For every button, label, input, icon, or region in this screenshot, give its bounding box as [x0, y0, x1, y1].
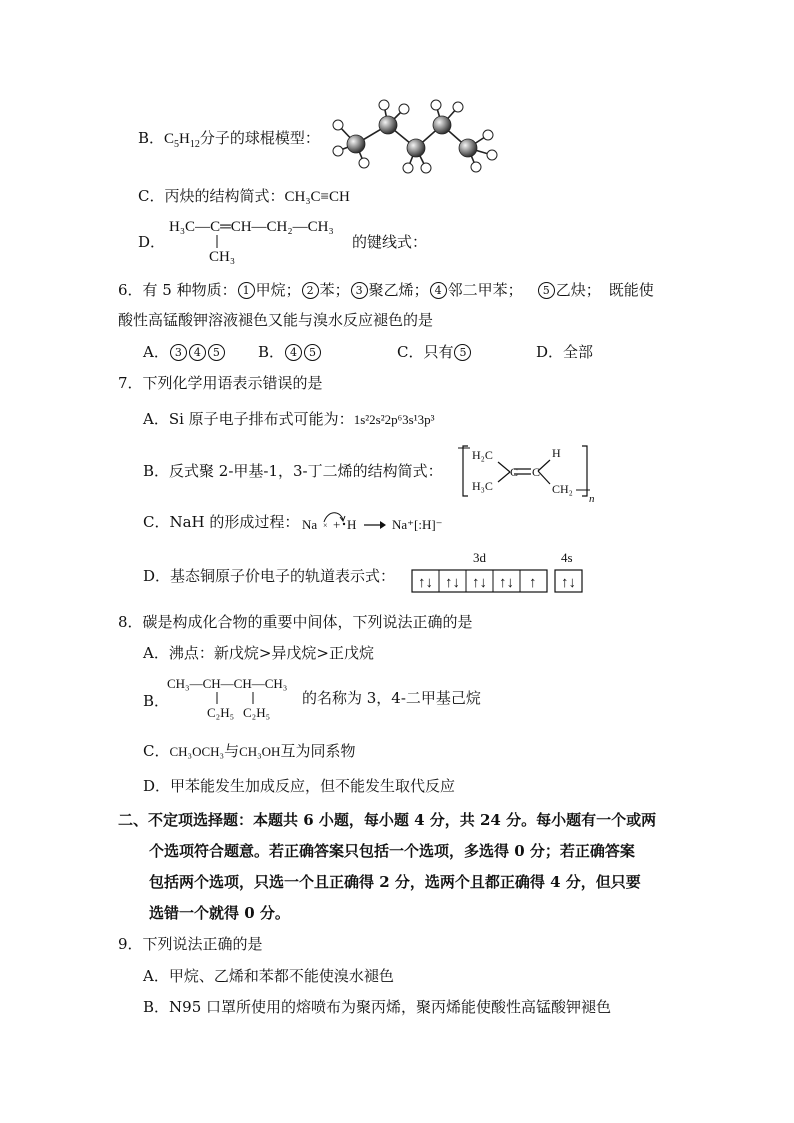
q9-option-a: A．甲烷、乙烯和苯都不能使溴水褪色 [143, 967, 394, 985]
ball-and-stick-model [330, 95, 500, 180]
svg-text:H: H [552, 446, 561, 460]
q8-optb-structure [165, 672, 305, 722]
q7-option-c-text: C．NaH 的形成过程： [143, 513, 300, 531]
svg-text:4s: 4s [561, 550, 573, 565]
q8-option-d: D．甲苯能发生加成反应，但不能发生取代反应 [143, 777, 456, 795]
q6-option-d: D．全部 [536, 343, 594, 361]
q5-option-b: B．$C_5H_{12}$分子的球棍模型： [138, 129, 320, 150]
svg-text:↑↓: ↑↓ [445, 575, 460, 591]
q9-stem: 9．下列说法正确的是 [118, 935, 263, 953]
q6-option-a: A． 3 4 5 [143, 342, 226, 362]
q7-option-b-text: B．反式聚 2-甲基-1，3-丁二烯的结构简式： [143, 462, 443, 480]
q7-option-d-text: D．基态铜原子价电子的轨道表示式： [143, 567, 396, 585]
svg-text:↑↓: ↑↓ [561, 575, 576, 591]
svg-text:H₃C: H₃C [472, 479, 493, 493]
svg-text:↑↓: ↑↓ [472, 575, 487, 591]
section2-line1: 二、不定项选择题：本题共 6 小题，每小题 4 分，共 24 分。每小题有一个或两 [118, 811, 657, 829]
q5-option-d-letter: D． [138, 233, 166, 251]
q8-option-b-letter: B． [143, 692, 170, 710]
section2-line2: 个选项符合题意。若正确答案只包括一个选项，多选得 0 分；若正确答案 [149, 842, 635, 860]
svg-text:C₂H₅: C₂H₅ [243, 705, 271, 720]
svg-text:CH₃—CH—CH—CH₃: CH₃—CH—CH—CH₃ [167, 676, 288, 691]
svg-text:3d: 3d [473, 550, 486, 565]
q5-optb-formula: $C_5H_{12}$ [164, 131, 200, 150]
q6-stem-line1: 6．有 5 种物质： 1 甲烷； 2 苯； 3 聚乙烯； 4 邻二甲苯； 5 乙炔； 既能使 [118, 281, 654, 299]
svg-text:H₂C: H₂C [472, 448, 493, 462]
q5-option-c: C．丙炔的结构简式：CH₃C≡CH [138, 187, 350, 205]
q8-option-b-text: 的名称为 3，4-二甲基己烷 [302, 689, 481, 707]
q6-option-b: B． 4 5 [258, 342, 322, 362]
svg-text:+: + [333, 517, 341, 532]
svg-text:↑: ↑ [529, 575, 537, 591]
q5-option-d-text: 的键线式： [352, 233, 428, 251]
q6-stem-line2: 酸性高锰酸钾溶液褪色又能与溴水反应褪色的是 [118, 311, 434, 329]
q7-stem: 7．下列化学用语表示错误的是 [118, 374, 323, 392]
svg-text:H₃C—C═CH—CH₂—CH₃: H₃C—C═CH—CH₂—CH₃ [169, 219, 334, 235]
q8-option-c: C．CH₃OCH₃与CH₃OH互为同系物 [143, 742, 356, 760]
q8-stem: 8．碳是构成化合物的重要中间体，下列说法正确的是 [118, 613, 473, 631]
svg-text:Na: Na [302, 517, 318, 532]
svg-text:↑↓: ↑↓ [499, 575, 514, 591]
section2-line4: 选错一个就得 0 分。 [149, 904, 290, 922]
q5-optd-structure [165, 215, 355, 265]
q7-option-a: A．Si 原子电子排布式可能为：1s²2s²2p⁶3s¹3p³ [143, 410, 435, 428]
svg-text:CH₃: CH₃ [209, 249, 236, 265]
q8-option-a: A．沸点：新戊烷>异戊烷>正戊烷 [143, 644, 374, 662]
svg-text:n: n [589, 493, 595, 505]
q7-optd-orbitals [410, 550, 590, 596]
q7-optc-formation [300, 508, 450, 538]
section2-line3: 包括两个选项，只选一个且正确得 2 分，选两个且都正确得 4 分，但只要 [149, 873, 641, 891]
svg-text:H: H [347, 517, 357, 532]
q6-option-c: C．只有 5 [397, 342, 472, 362]
q9-option-b: B．N95 口罩所使用的熔喷布为聚丙烯，聚丙烯能使酸性高锰酸钾褪色 [143, 998, 612, 1016]
svg-text:C₂H₅: C₂H₅ [207, 705, 235, 720]
svg-text:×: × [323, 521, 328, 530]
svg-text:Na⁺[:H]⁻: Na⁺[:H]⁻ [392, 517, 443, 532]
svg-text:C: C [532, 465, 541, 479]
svg-text:CH₂: CH₂ [552, 482, 573, 496]
svg-text:C: C [510, 465, 519, 479]
svg-text:↑↓: ↑↓ [418, 575, 433, 591]
q7-optb-structure [458, 440, 598, 505]
